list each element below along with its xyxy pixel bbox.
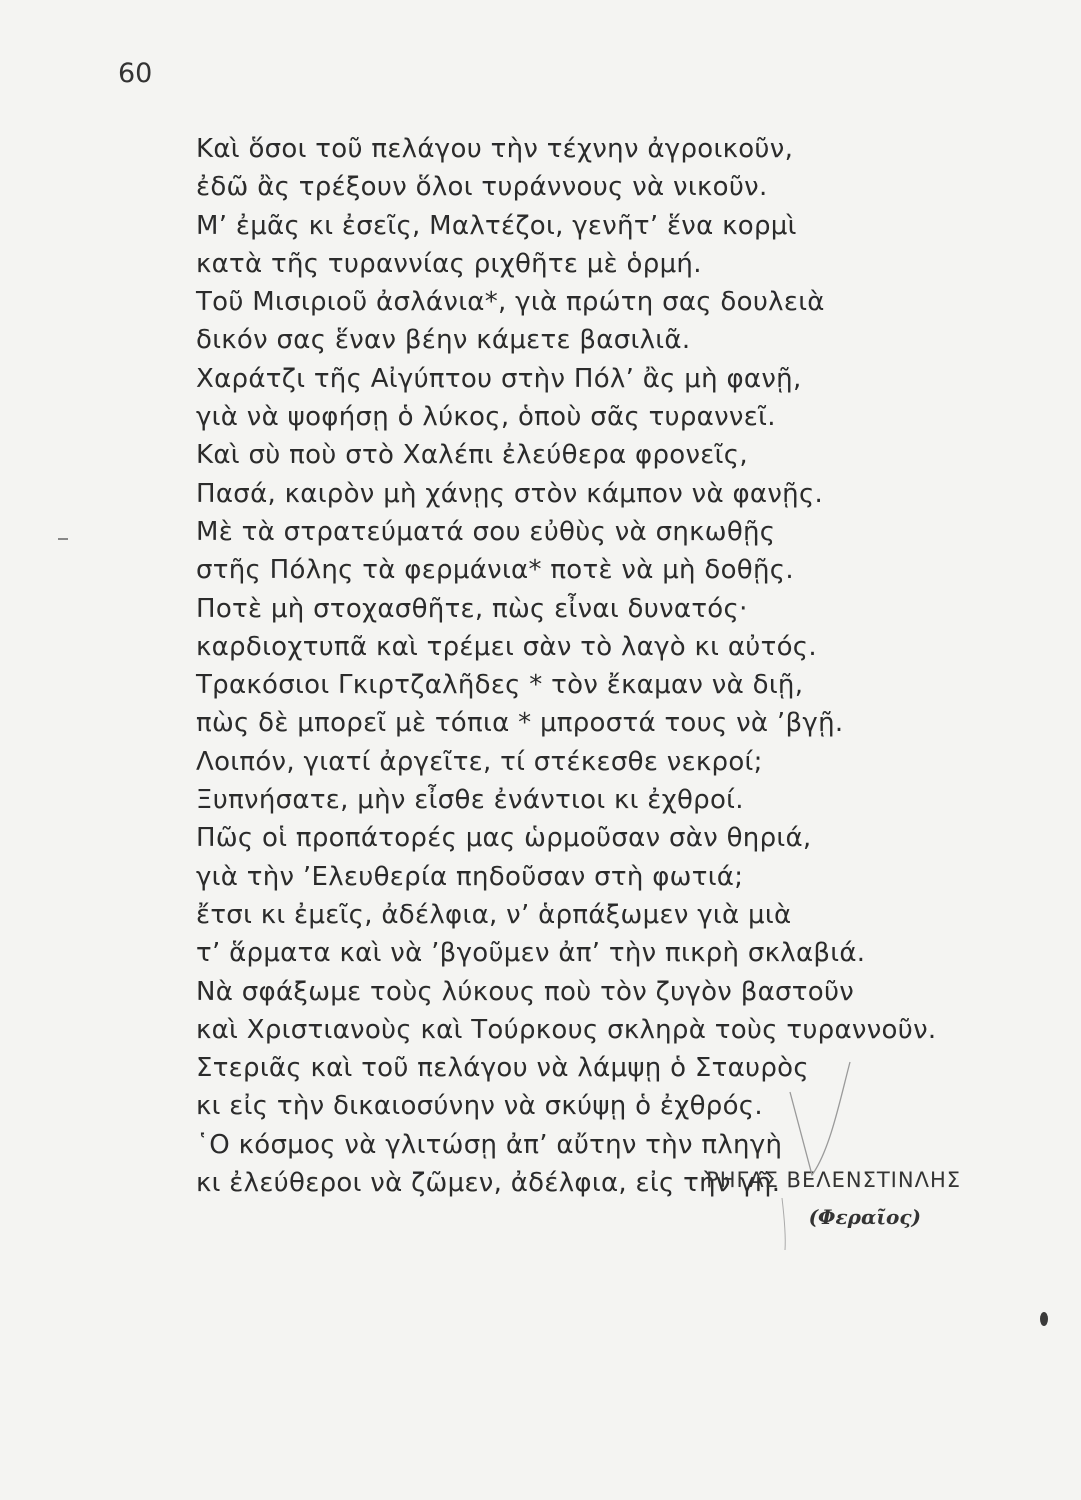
poem-line: ῾Ο κόσμος νὰ γλιτώσῃ ἀπ’ αὔτην τὴν πληγὴ [196,1129,783,1160]
poem-line: Στεριᾶς καὶ τοῦ πελάγου νὰ λάμψῃ ὁ Σταυρὸς [196,1053,809,1084]
poem-line: δικόν σας ἕναν βέην κάμετε βασιλιᾶ. [196,325,691,356]
poem-line: καρδιοχτυπᾶ καὶ τρέμει σὰν τὸ λαγὸ κι αὐτός. [196,631,817,662]
poem-line: Ξυπνήσατε, μὴν εἶσθε ἐνάντιοι κι ἐχθροί. [196,785,744,816]
poem-line: Ποτὲ μὴ στοχασθῆτε, πὼς εἶναι δυνατός· [196,593,748,624]
poem-line: ἐδῶ ἂς τρέξουν ὅλοι τυράννους νὰ νικοῦν. [196,172,768,203]
poem-line: κατὰ τῆς τυραννίας ριχθῆτε μὲ ὁρμή. [196,248,702,279]
poem [196,130,937,1202]
page-number: 60 [118,58,153,89]
poem-line: Νὰ σφάξωμε τοὺς λύκους ποὺ τὸν ζυγὸν βαστοῦν [196,976,855,1007]
margin-mark [58,538,68,540]
poem-line: τ’ ἅρματα καὶ νὰ ’βγοῦμεν ἀπ’ τὴν πικρὴ σκλαβιά. [196,938,866,969]
poem-line: στῆς Πόλης τὰ φερμάνια* ποτὲ νὰ μὴ δοθῇς. [196,555,794,586]
poem-line: Καὶ σὺ ποὺ στὸ Χαλέπι ἐλεύθερα φρονεῖς, [196,440,748,471]
poem-line: κι ἐλεύθεροι νὰ ζῶμεν, ἀδέλφια, εἰς τὴν γῆ. [196,1168,781,1199]
poem-line: Τοῦ Μισιριοῦ ἀσλάνια*, γιὰ πρώτη σας δουλειὰ [196,287,825,318]
poem-line: Πασά, καιρὸν μὴ χάνῃς στὸν κάμπον νὰ φανῇς. [196,478,824,509]
poem-line: καὶ Χριστιανοὺς καὶ Τούρκους σκληρὰ τοὺς τυραννοῦν. [196,1014,937,1045]
poem-line: κι εἰς τὴν δικαιοσύνην νὰ σκύψῃ ὁ ἐχθρός. [196,1091,763,1122]
poem-line: Λοιπόν, γιατί ἀργεῖτε, τί στέκεσθε νεκροί; [196,746,763,777]
poem-line: Τρακόσιοι Γκιρτζαλῆδες * τὸν ἔκαμαν νὰ διῇ, [196,670,804,701]
poem-line: Μ’ ἐμᾶς κι ἐσεῖς, Μαλτέζοι, γενῆτ’ ἕνα κορμὶ [196,210,797,241]
poem-line: γιὰ τὴν ’Ελευθερία πηδοῦσαν στὴ φωτιά; [196,861,744,892]
poem-line: πὼς δὲ μπορεῖ μὲ τόπια * μπροστά τους νὰ ’βγῇ. [196,708,844,739]
poem-line: Μὲ τὰ στρατεύματά σου εὐθὺς νὰ σηκωθῇς [196,516,776,547]
poem-line: ἔτσι κι ἐμεῖς, ἀδέλφια, ν’ ἁρπάξωμεν γιὰ μιὰ [196,899,792,930]
poem-line: Καὶ ὅσοι τοῦ πελάγου τὴν τέχνην ἀγροικοῦν, [196,134,794,164]
poem-line: Πῶς οἱ προπάτορές μας ὡρμοῦσαν σὰν θηριά, [196,823,812,854]
author-signature: ΡΗΓΑΣ ΒΕΛΕΝΣΤΙΝΛΗΣ [706,1168,961,1192]
poem-line: γιὰ νὰ ψοφήσῃ ὁ λύκος, ὁποὺ σᾶς τυραννεῖ. [196,402,776,433]
poem-line: Χαράτζι τῆς Αἰγύπτου στὴν Πόλ’ ἂς μὴ φανῇ, [196,363,802,394]
ink-spot [1040,1312,1048,1326]
author-pseudonym: (Φεραῖος) [808,1205,921,1229]
